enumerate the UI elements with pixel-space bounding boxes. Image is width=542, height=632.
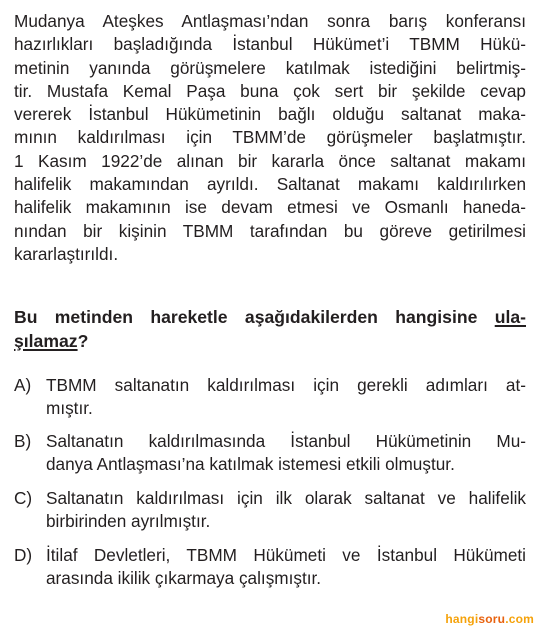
logo-part: .com: [505, 612, 534, 626]
option-line: Saltanatın kaldırılmasında İstanbul Hükümetinin Mu-: [46, 431, 526, 451]
option-line: İtilaf Devletleri, TBMM Hükümeti ve İstanbul Hükümeti: [46, 545, 526, 565]
question-underlined-1: ula-: [494, 307, 526, 327]
option-line: birbirinden ayrılmıştır.: [46, 511, 211, 532]
option-text: [46, 374, 526, 421]
question-line-2: [14, 329, 526, 353]
question-line-1: [14, 305, 526, 329]
logo-part: hangi: [445, 612, 479, 626]
passage-line: nından bir kişinin TBMM tarafından bu göreve getirilmesi: [14, 220, 526, 241]
option-text: [46, 430, 526, 477]
passage-line: tir. Mustafa Kemal Paşa buna çok sert bir şekilde cevap: [14, 80, 526, 101]
option-line: Saltanatın kaldırılması için ilk olarak saltanat ve halifelik: [46, 488, 526, 508]
option-text: [46, 487, 526, 534]
option-letter: A): [14, 375, 32, 395]
option-letter: B): [14, 431, 32, 451]
option-line: danya Antlaşması’na katılmak istemesi etkili olmuştur.: [46, 454, 455, 475]
option-line: mıştır.: [46, 398, 93, 419]
option-letter: D): [14, 545, 33, 565]
passage-line: mının kaldırılması için TBMM’de görüşmeler başlatmıştır.: [14, 127, 526, 148]
passage-line: metinin yanında görüşmelere katılmak istediğini belirtmiş-: [14, 57, 526, 78]
passage-line: hazırlıkları başladığında İstanbul Hükümet’i TBMM Hükü-: [14, 34, 526, 55]
question-stem: [14, 305, 526, 353]
passage-line: halifelik makamının ise devam etmesi ve Osmanlı haneda-: [14, 197, 526, 218]
option-letter: C): [14, 488, 33, 508]
question-underlined-2: şılamaz: [14, 331, 78, 351]
passage-line: vererek İstanbul Hükümetinin bağlı olduğu saltanat maka-: [14, 104, 526, 125]
passage-line: kararlaştırıldı.: [14, 243, 119, 264]
passage-line: 1 Kasım 1922’de alınan bir kararla önce saltanat makamı: [14, 150, 526, 171]
option-line: TBMM saltanatın kaldırılması için gerekli adımları at-: [46, 375, 526, 395]
passage-line: Mudanya Ateşkes Antlaşması’ndan sonra barış konferansı: [14, 11, 526, 31]
passage-text: [14, 10, 526, 266]
question-suffix: ?: [77, 331, 89, 351]
logo-part: soru: [478, 612, 506, 626]
site-logo[interactable]: [445, 612, 534, 626]
option-line: arasında ikilik çıkarmaya çalışmıştır.: [46, 568, 322, 589]
option-text: [46, 544, 526, 591]
passage-line: halifelik makamından ayrıldı. Saltanat makamı kaldırılırken: [14, 174, 526, 195]
question-prefix: Bu metinden hareketle aşağıdakilerden hangisine: [14, 307, 495, 327]
